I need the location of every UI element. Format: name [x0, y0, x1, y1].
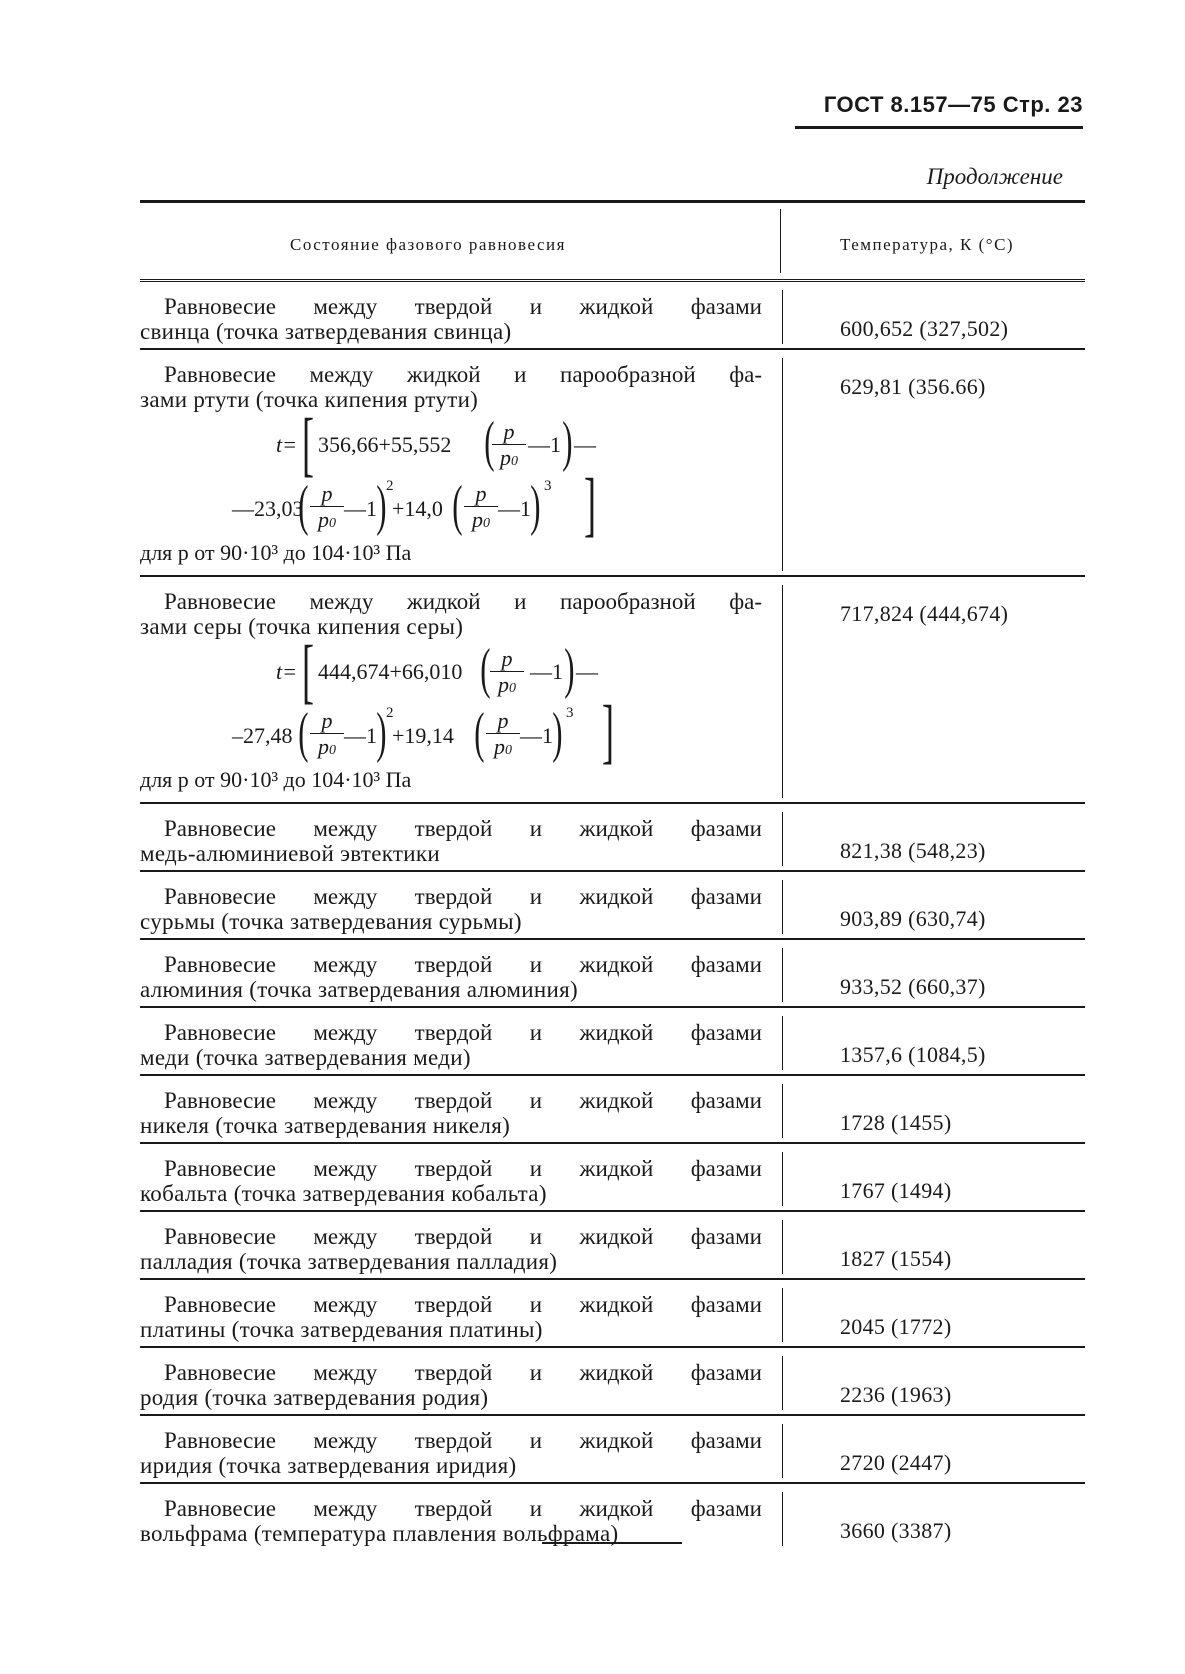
formula-bracket: ] [601, 691, 614, 771]
formula-term: —23,03 [232, 496, 304, 521]
header-rule [795, 126, 1083, 129]
row-temperature: 600,652 (327,502) [840, 316, 1009, 341]
formula-paren: ( [298, 475, 309, 537]
row-description-line: Равновесие между твердой и жидкой фазами [164, 1360, 762, 1385]
row-description [140, 1082, 762, 1142]
formula-term: —1 [344, 496, 377, 521]
column-header-state: Состояние фазового равновесия [290, 235, 566, 254]
row-temperature: 1827 (1554) [840, 1246, 952, 1271]
column-divider [782, 1492, 783, 1546]
row-description [140, 1150, 762, 1210]
formula-term: —1 [498, 496, 531, 521]
formula-lhs: t= [276, 432, 297, 457]
formula-paren: ( [474, 702, 485, 764]
formula-fraction: $\frac{p}{p0}$ [486, 709, 520, 758]
pressure-range: для p от 90·10³ до 104·10³ Па [140, 540, 412, 565]
formula-paren: ) [562, 411, 573, 473]
row-description-line: платины (точка затвердевания платины) [140, 1317, 543, 1342]
row-description-line: Равновесие между твердой и жидкой фазами [164, 1224, 762, 1249]
formula-term: — [574, 432, 596, 457]
formula-paren: ( [452, 475, 463, 537]
column-divider [782, 1084, 783, 1138]
row-description-line: Равновесие между твердой и жидкой фазами [164, 1428, 762, 1453]
sulfur-formula [140, 631, 762, 771]
row-temperature: 3660 (3387) [840, 1518, 952, 1543]
row-description-line: зами ртути (точка кипения ртути) [140, 387, 479, 412]
column-divider [782, 1152, 783, 1206]
row-temperature: 2236 (1963) [840, 1382, 952, 1407]
row-temperature: 2720 (2447) [840, 1450, 952, 1475]
formula-term: —1 [344, 723, 377, 748]
formula-paren: ) [530, 475, 541, 537]
row-description-line: родия (точка затвердевания родия) [140, 1385, 489, 1410]
column-divider [782, 1424, 783, 1478]
formula-paren: ) [376, 702, 387, 764]
formula-term: –27,48 [232, 723, 293, 748]
formula-paren: ) [552, 702, 563, 764]
row-temperature: 717,824 (444,674) [840, 601, 1009, 626]
formula-lhs: t= [276, 659, 297, 684]
table-row [140, 1014, 1085, 1076]
formula-paren: ) [376, 475, 387, 537]
formula-paren: ) [564, 638, 575, 700]
formula-exponent: 3 [544, 478, 552, 494]
pressure-range: для p от 90·10³ до 104·10³ Па [140, 767, 412, 792]
row-temperature: 1728 (1455) [840, 1110, 952, 1135]
row-description-line: Равновесие между твердой и жидкой фазами [164, 294, 762, 319]
formula-term: 356,66+55,552 [318, 432, 452, 457]
row-description-line: Равновесие между твердой и жидкой фазами [164, 1020, 762, 1045]
row-temperature: 629,81 (356.66) [840, 374, 986, 399]
row-description [140, 356, 762, 575]
page-header: ГОСТ 8.157—75 Стр. 23 [823, 92, 1083, 117]
column-divider [780, 209, 781, 273]
footer-rule [542, 1542, 682, 1544]
row-temperature: 933,52 (660,37) [840, 974, 986, 999]
row-description [140, 583, 762, 802]
row-description [140, 1490, 762, 1550]
row-temperature: 1357,6 (1084,5) [840, 1042, 986, 1067]
row-description-line: вольфрама (температура плавления вольфрама) [140, 1521, 619, 1546]
column-divider [782, 880, 783, 934]
column-divider [782, 948, 783, 1002]
mercury-formula [140, 404, 762, 544]
formula-fraction: $\frac{p}{p0}$ [492, 420, 526, 469]
row-description-line: Равновесие между жидкой и парообразной фа- [164, 589, 762, 614]
formula-term: —1 [528, 432, 561, 457]
row-description [140, 946, 762, 1006]
row-description [140, 1014, 762, 1074]
row-description [140, 1422, 762, 1482]
formula-term: 444,674+66,010 [318, 659, 463, 684]
row-description [140, 810, 762, 870]
formula-bracket: [ [301, 404, 314, 484]
table-row [140, 810, 1085, 872]
row-description-line: Равновесие между твердой и жидкой фазами [164, 884, 762, 909]
row-description-line: Равновесие между твердой и жидкой фазами [164, 952, 762, 977]
formula-paren: ( [484, 411, 495, 473]
formula-term: +14,0 [392, 496, 443, 521]
table-row [140, 1286, 1085, 1348]
formula-term: — [576, 659, 598, 684]
formula-paren: ( [480, 638, 491, 700]
formula-term: —1 [520, 723, 553, 748]
table-row-lead [140, 288, 1085, 350]
formula-bracket: [ [301, 631, 314, 711]
row-temperature: 903,89 (630,74) [840, 906, 986, 931]
column-divider [782, 290, 783, 344]
row-description [140, 1286, 762, 1346]
row-description-line: кобальта (точка затвердевания кобальта) [140, 1181, 547, 1206]
formula-bracket: ] [583, 464, 596, 544]
formula-term: +19,14 [392, 723, 454, 748]
row-description [140, 288, 762, 348]
row-description-line: палладия (точка затвердевания палладия) [140, 1249, 558, 1274]
column-divider [782, 1356, 783, 1410]
table-row-sulfur [140, 583, 1085, 804]
table-row [140, 1218, 1085, 1280]
row-description-line: Равновесие между твердой и жидкой фазами [164, 1292, 762, 1317]
formula-fraction: $\frac{p}{p0}$ [464, 482, 498, 531]
row-description-line: Равновесие между твердой и жидкой фазами [164, 1156, 762, 1181]
row-description-line: Равновесие между твердой и жидкой фазами [164, 816, 762, 841]
row-description-line: меди (точка затвердевания меди) [140, 1045, 471, 1070]
column-divider [782, 812, 783, 866]
formula-fraction: $\frac{p}{p0}$ [310, 482, 344, 531]
row-description-line: Равновесие между твердой и жидкой фазами [164, 1496, 762, 1521]
row-temperature: 1767 (1494) [840, 1178, 952, 1203]
row-description [140, 878, 762, 938]
table-header [140, 200, 1085, 282]
row-description-line: свинца (точка затвердевания свинца) [140, 319, 512, 344]
table-row [140, 1150, 1085, 1212]
table-row-last [140, 1490, 1085, 1550]
table-row-mercury [140, 356, 1085, 577]
formula-exponent: 2 [386, 478, 394, 494]
formula-term: —1 [530, 659, 563, 684]
table-row [140, 1422, 1085, 1484]
column-divider [782, 585, 783, 798]
row-description-line: алюминия (точка затвердевания алюминия) [140, 977, 578, 1002]
formula-exponent: 2 [386, 705, 394, 721]
column-divider [782, 1016, 783, 1070]
table-row [140, 946, 1085, 1008]
row-description [140, 1354, 762, 1414]
row-description-line: иридия (точка затвердевания иридия) [140, 1453, 517, 1478]
row-temperature: 2045 (1772) [840, 1314, 952, 1339]
table-row [140, 878, 1085, 940]
column-header-temperature: Температура, К (°С) [840, 235, 1015, 254]
row-description-line: сурьмы (точка затвердевания сурьмы) [140, 909, 522, 934]
equilibrium-table [140, 200, 1085, 1550]
row-description [140, 1218, 762, 1278]
formula-paren: ( [298, 702, 309, 764]
table-row [140, 1082, 1085, 1144]
column-divider [782, 358, 783, 571]
row-temperature: 821,38 (548,23) [840, 838, 986, 863]
row-description-line: медь-алюминиевой эвтектики [140, 841, 440, 866]
row-description-line: зами серы (точка кипения серы) [140, 614, 464, 639]
column-divider [782, 1288, 783, 1342]
formula-fraction: $\frac{p}{p0}$ [490, 647, 524, 696]
continuation-label: Продолжение [926, 164, 1063, 189]
table-row [140, 1354, 1085, 1416]
row-description-line: никеля (точка затвердевания никеля) [140, 1113, 511, 1138]
row-description-line: Равновесие между твердой и жидкой фазами [164, 1088, 762, 1113]
formula-fraction: $\frac{p}{p0}$ [310, 709, 344, 758]
row-description-line: Равновесие между жидкой и парообразной фа- [164, 362, 762, 387]
formula-exponent: 3 [566, 705, 574, 721]
column-divider [782, 1220, 783, 1274]
